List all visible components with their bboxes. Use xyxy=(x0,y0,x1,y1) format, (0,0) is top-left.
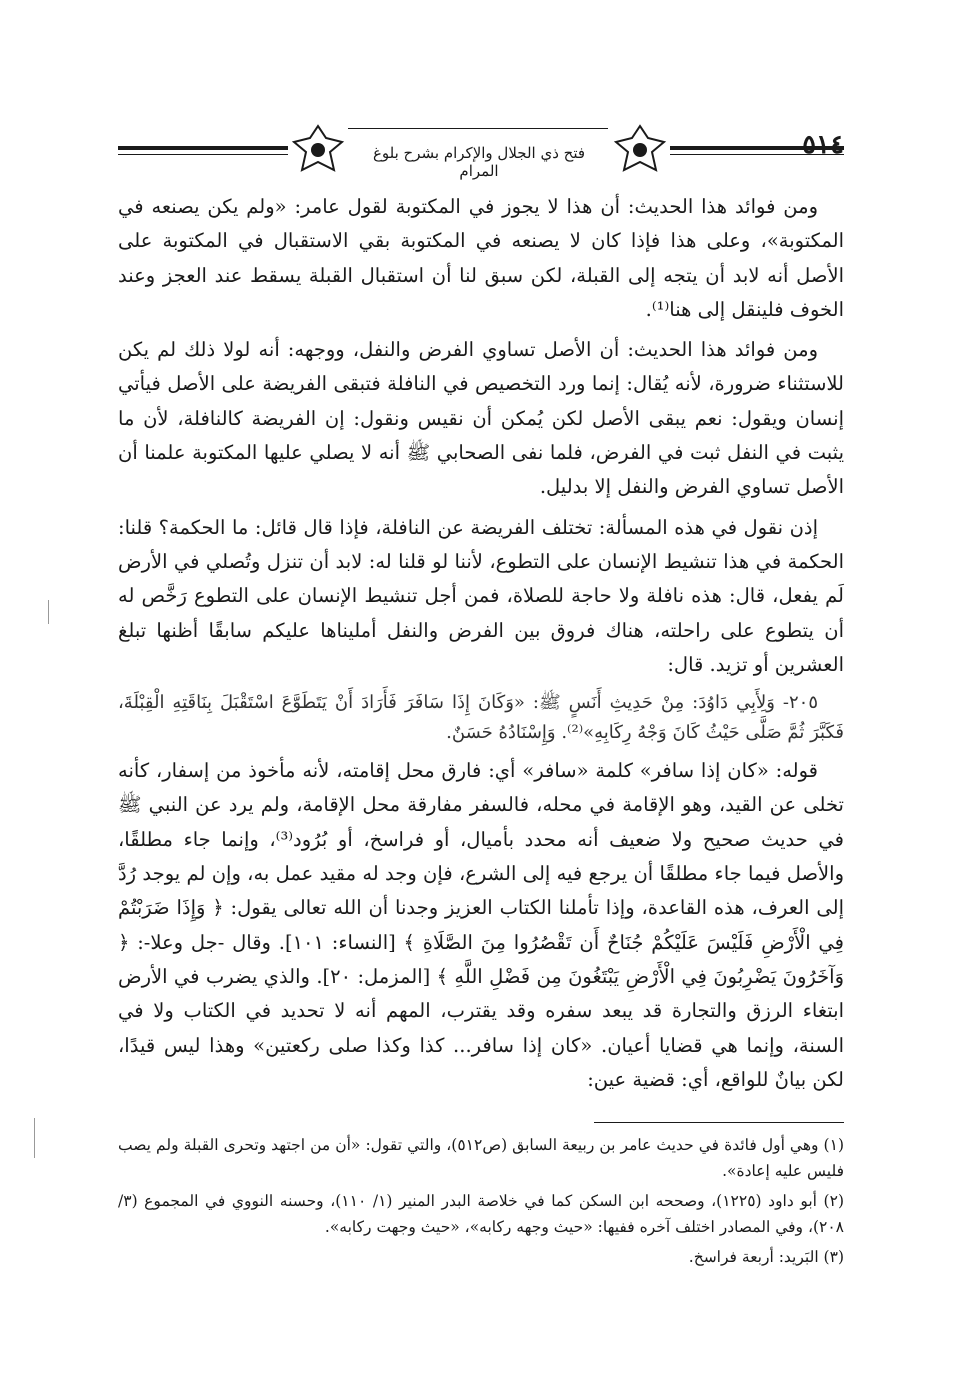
footnote: (٣) البَريد: أربعة فراسخ. xyxy=(688,1248,844,1266)
page-number: ٥١٤ xyxy=(802,130,844,160)
footnotes xyxy=(118,1132,844,1274)
margin-mark xyxy=(48,600,49,624)
footnote: (١) وهي أول فائدة في حديث عامر بن ربيعة السابق (ص٥١٢)، والتي تقول: «أن من اجتهد وتحرى القبلة ولم يصب فليس عليه إعادة». xyxy=(118,1136,845,1180)
footnote-separator xyxy=(594,1122,844,1123)
ornament-left-icon xyxy=(290,122,346,178)
paragraph: قوله: «كان إذا سافر» كلمة «سافر» أي: فارق محل إقامته، لأنه مأخوذ من إسفار، كأنه تخلى عن القيد، وهو الإقامة في محله، فالسفر مفارقة محل الإقامة، ولم يرد عن النبي ﷺ في حديث صحيح ولا ضعيف أنه محدد بأميال، أو فراسخ، أو بُرُود⁽³⁾، وإنما جاء مطلقًا، والأصل فيما جاء مطلقًا أن يرجع فيه إلى الشرع، فإن وجد له مقيد عمل به، وإن لم يوجد رُدَّ إلى العرف، هذه القاعدة، وإذا تأملنا الكتاب العزيز وجدنا أن الله تعالى يقول: ﴿ وَإِذَا ضَرَبْتُمْ فِي الْأَرْضِ فَلَيْسَ عَلَيْكُمْ جُنَاحٌ أَن تَقْصُرُوا مِنَ الصَّلَاةِ ﴾ [النساء: ١٠١]. وقال -جل وعلا-: ﴿ وَآخَرُونَ يَضْرِبُونَ فِي الْأَرْضِ يَبْتَغُونَ مِن فَضْلِ اللَّهِ ﴾ [المزمل: ٢٠]. والذي يضرب في الأرض ابتغاء الرزق والتجارة قد يبعد سفره وقد يقترب، المهم أنه لا تحديد في الكتاب ولا في السنة، وإنما هي قضايا أعيان. «كان إذا سافر... كذا وكذا صلى ركعتين» وهذا ليس قيدًا، لكن بيانٌ للواقع، أي: قضية عين: xyxy=(118,759,845,1091)
paragraph: ومن فوائد هذا الحديث: أن الأصل تساوي الفرض والنفل، ووجهه: أنه لولا ذلك لم يكن للاستثناء ضرورة، لأنه يُقال: إنما ورد التخصيص في النافلة فتبقى الفريضة على الأصل فيأتي إنسان ويقول: نعم يبقى الأصل لكن يُمكن أن نقيس ونقول: إن الفريضة كالنافلة، لأن ما يثبت في النفل ثبت في الفرض، فلما نفى الصحابي ﷺ أنه لا يصلي عليها المكتوبة علمنا أن الأصل تساوي الفرض والنفل إلا بدليل. xyxy=(118,338,844,499)
margin-mark xyxy=(34,1118,35,1158)
paragraph: إذن نقول في هذه المسألة: تختلف الفريضة عن النافلة، فإذا قال قائل: ما الحكمة؟ قلنا: الحكمة في هذا تنشيط الإنسان على التطوع، لأننا لو قلنا له: لابد أن تنزل وتُصلي في الأرض لَم يفعل، قال: هذه نافلة ولا حاجة للصلاة، فمن أجل تنشيط الإنسان على التطوع رَخَّص له أن يتطوع على راحلته، هناك فروق بين الفرض والنفل أمليناها عليكم سابقًا أظنها تبلغ العشرين أو تزيد. قال: xyxy=(118,515,844,676)
header-title-rule xyxy=(348,128,608,129)
ornament-right-icon xyxy=(612,122,668,178)
header-rule-left xyxy=(118,146,288,150)
footnote: (٢) أبو داود (١٢٢٥)، وصححه ابن السكن كما في خلاصة البدر المنير (١/ ١١٠)، وحسنه النووي في المجموع (٣/ ٢٠٨)، وفي المصادر اختلف آخره ففيها: «حيث وجهه ركابه»، «حيث وجهت ركابه». xyxy=(118,1192,844,1236)
header-rule-left-thin xyxy=(118,154,288,155)
page-header xyxy=(118,118,844,180)
paragraph: ومن فوائد هذا الحديث: أن هذا لا يجوز في المكتوبة لقول عامر: «ولم يكن يصنعه في المكتوبة»، وعلى هذا فإذا كان لا يصنعه في المكتوبة بقي الاستقبال في المكتوبة على الأصل أنه لابد أن يتجه إلى القبلة، لكن سبق لنا أن استقبال القبلة يسقط عند العجز وعند الخوف فلينقل إلى هنا⁽¹⁾. xyxy=(118,195,844,321)
hadith-text: ٢٠٥- وَلِأَبِي دَاوُدَ: مِنْ حَدِيثِ أَنَسٍ ﷺ: «وَكَانَ إِذَا سَافَرَ فَأَرَادَ أَنْ يَتَطَوَّعَ اسْتَقْبَلَ بِنَاقَتِهِ الْقِبْلَةَ، فَكَبَّرَ ثُمَّ صَلَّى حَيْثُ كَانَ وَجْهُ رِكَابِهِ»⁽²⁾. وَإِسْنَادُهُ حَسَنٌ. xyxy=(118,692,844,744)
running-title: فتح ذي الجلال والإكرام بشرح بلوغ المرام xyxy=(372,144,586,180)
main-text xyxy=(118,190,844,1103)
